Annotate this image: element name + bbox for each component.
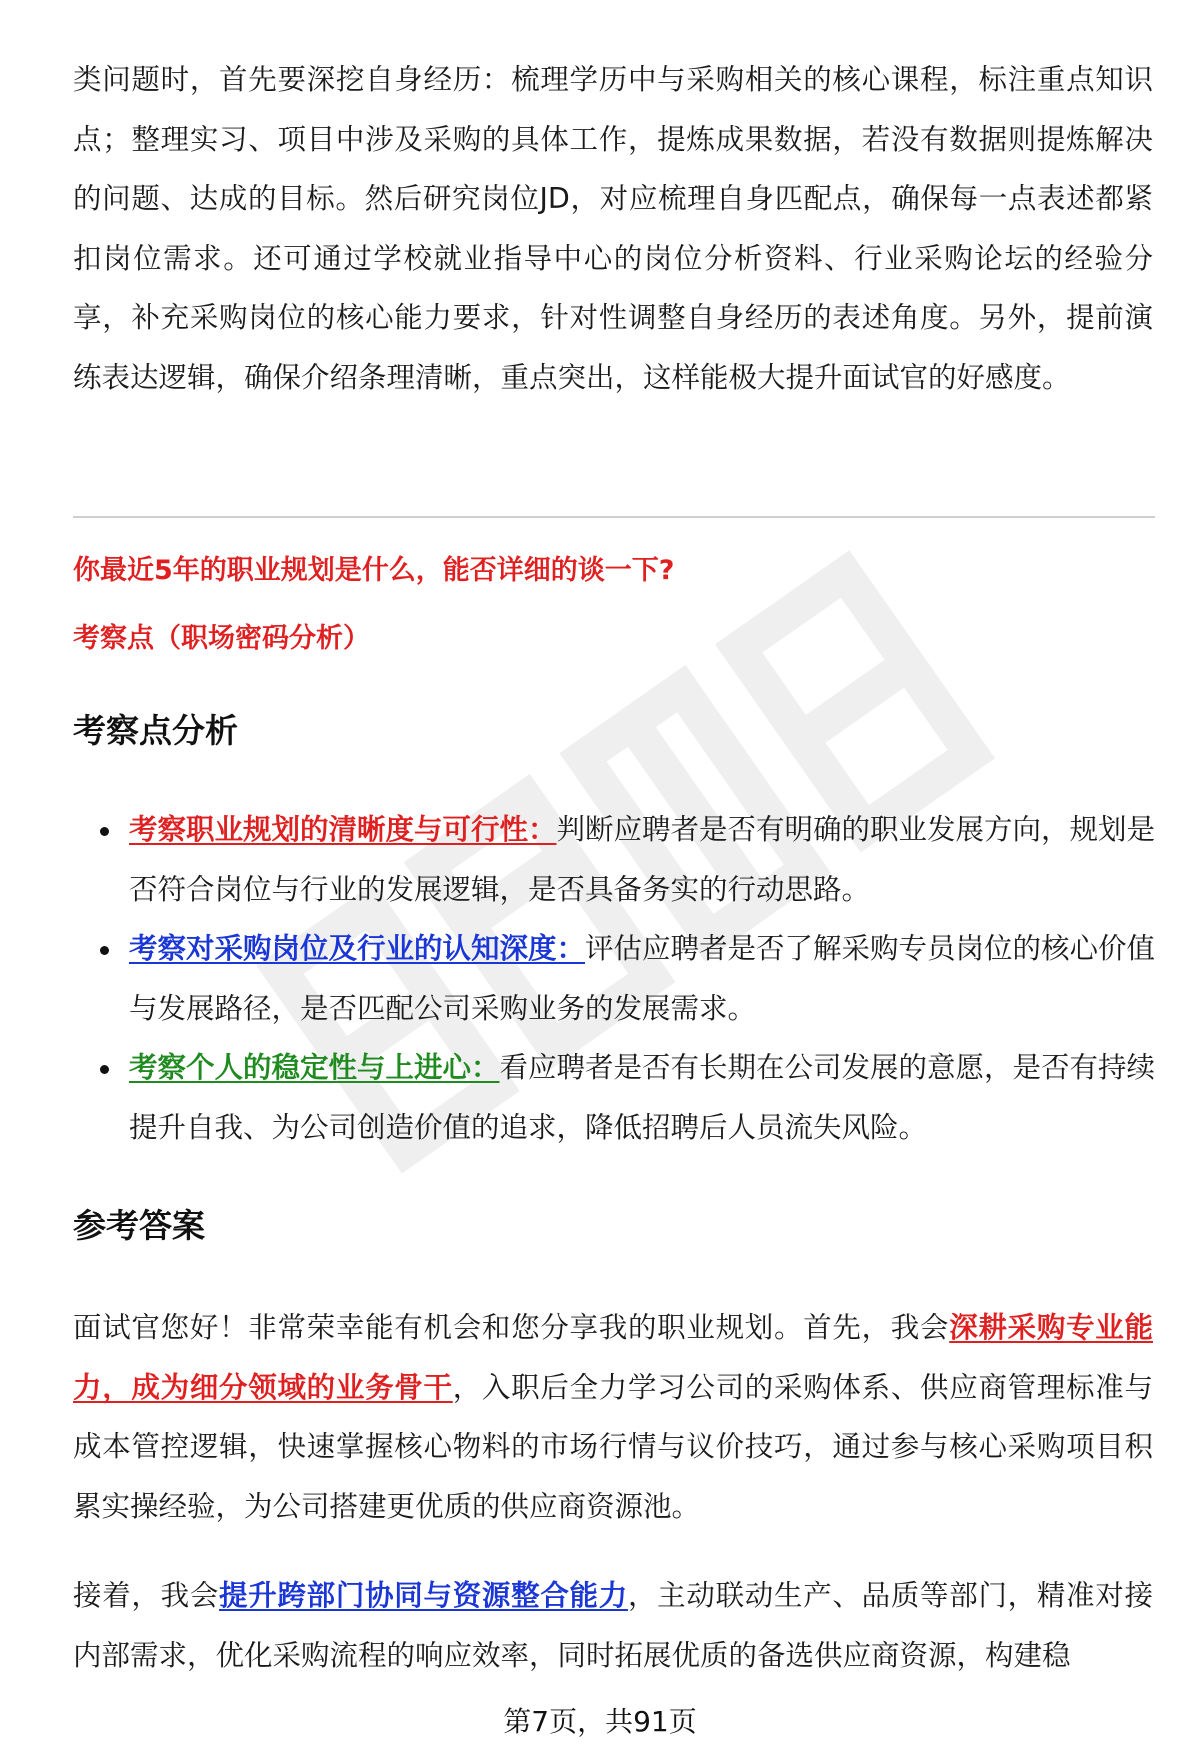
point-keyword: 考察个人的稳定性与上进心： xyxy=(129,1051,500,1084)
point-text: 判断应聘者是否有明确的职业发展方向，规划是否符合岗位与行业的发展逻辑，是否具备务实的行动思路。 xyxy=(129,813,1156,906)
answer-text: 面试官您好！非常荣幸能有机会和您分享我的职业规划。首先，我会 xyxy=(73,1311,950,1344)
answer-keyword: 深耕采购专业能力，成为细分领域的业务骨干 xyxy=(73,1311,1153,1404)
answer-text: ，入职后全力学习公司的采购体系、供应商管理标准与成本管控逻辑，快速掌握核心物料的市场行情与议价技巧，通过参与核心采购项目积累实操经验，为公司搭建更优质的供应商资源池。 xyxy=(73,1370,1153,1523)
answer-text: ，主动联动生产、品质等部门，精准对接内部需求，优化采购流程的响应效率，同时拓展优质的备选供应商资源，构建稳 xyxy=(73,1579,1153,1672)
point-text: 评估应聘者是否了解采购专员岗位的核心价值与发展路径，是否匹配公司采购业务的发展需求。 xyxy=(129,932,1156,1025)
analysis-heading: 考察点分析 xyxy=(73,711,238,750)
analysis-point xyxy=(103,919,1163,1038)
point-text: 看应聘者是否有长期在公司发展的意愿，是否有持续提升自我、为公司创造价值的追求，降低招聘后人员流失风险。 xyxy=(129,1051,1156,1144)
focus-tag: 考察点（职场密码分析） xyxy=(73,623,370,654)
answer-paragraph xyxy=(73,1566,1153,1685)
analysis-point xyxy=(103,1038,1163,1157)
page-number: 第7页，共91页 xyxy=(503,1705,697,1738)
point-keyword: 考察职业规划的清晰度与可行性： xyxy=(129,813,557,846)
point-keyword: 考察对采购岗位及行业的认知深度： xyxy=(129,932,586,965)
answer-heading: 参考答案 xyxy=(73,1206,205,1245)
analysis-point xyxy=(103,800,1163,919)
question-title: 你最近5年的职业规划是什么，能否详细的谈一下? xyxy=(73,555,675,586)
analysis-point-list xyxy=(103,800,1163,1157)
intro-paragraph: 类问题时，首先要深挖自身经历：梳理学历中与采购相关的核心课程，标注重点知识点；整理实习、项目中涉及采购的具体工作，提炼成果数据，若没有数据则提炼解决的问题、达成的目标。然后研究岗位JD，对应梳理自身匹配点，确保每一点表述都紧扣岗位需求。还可通过学校就业指导中心的岗位分析资料、行业采购论坛的经验分享，补充采购岗位的核心能力要求，针对性调整自身经历的表述角度。另外，提前演练表达逻辑，确保介绍条理清晰，重点突出，这样能极大提升面试官的好感度。 xyxy=(73,63,1153,394)
answer-paragraph xyxy=(73,1298,1153,1536)
section-divider xyxy=(73,516,1155,518)
answer-text: 接着，我会 xyxy=(73,1579,220,1612)
answer-keyword: 提升跨部门协同与资源整合能力 xyxy=(219,1579,628,1612)
